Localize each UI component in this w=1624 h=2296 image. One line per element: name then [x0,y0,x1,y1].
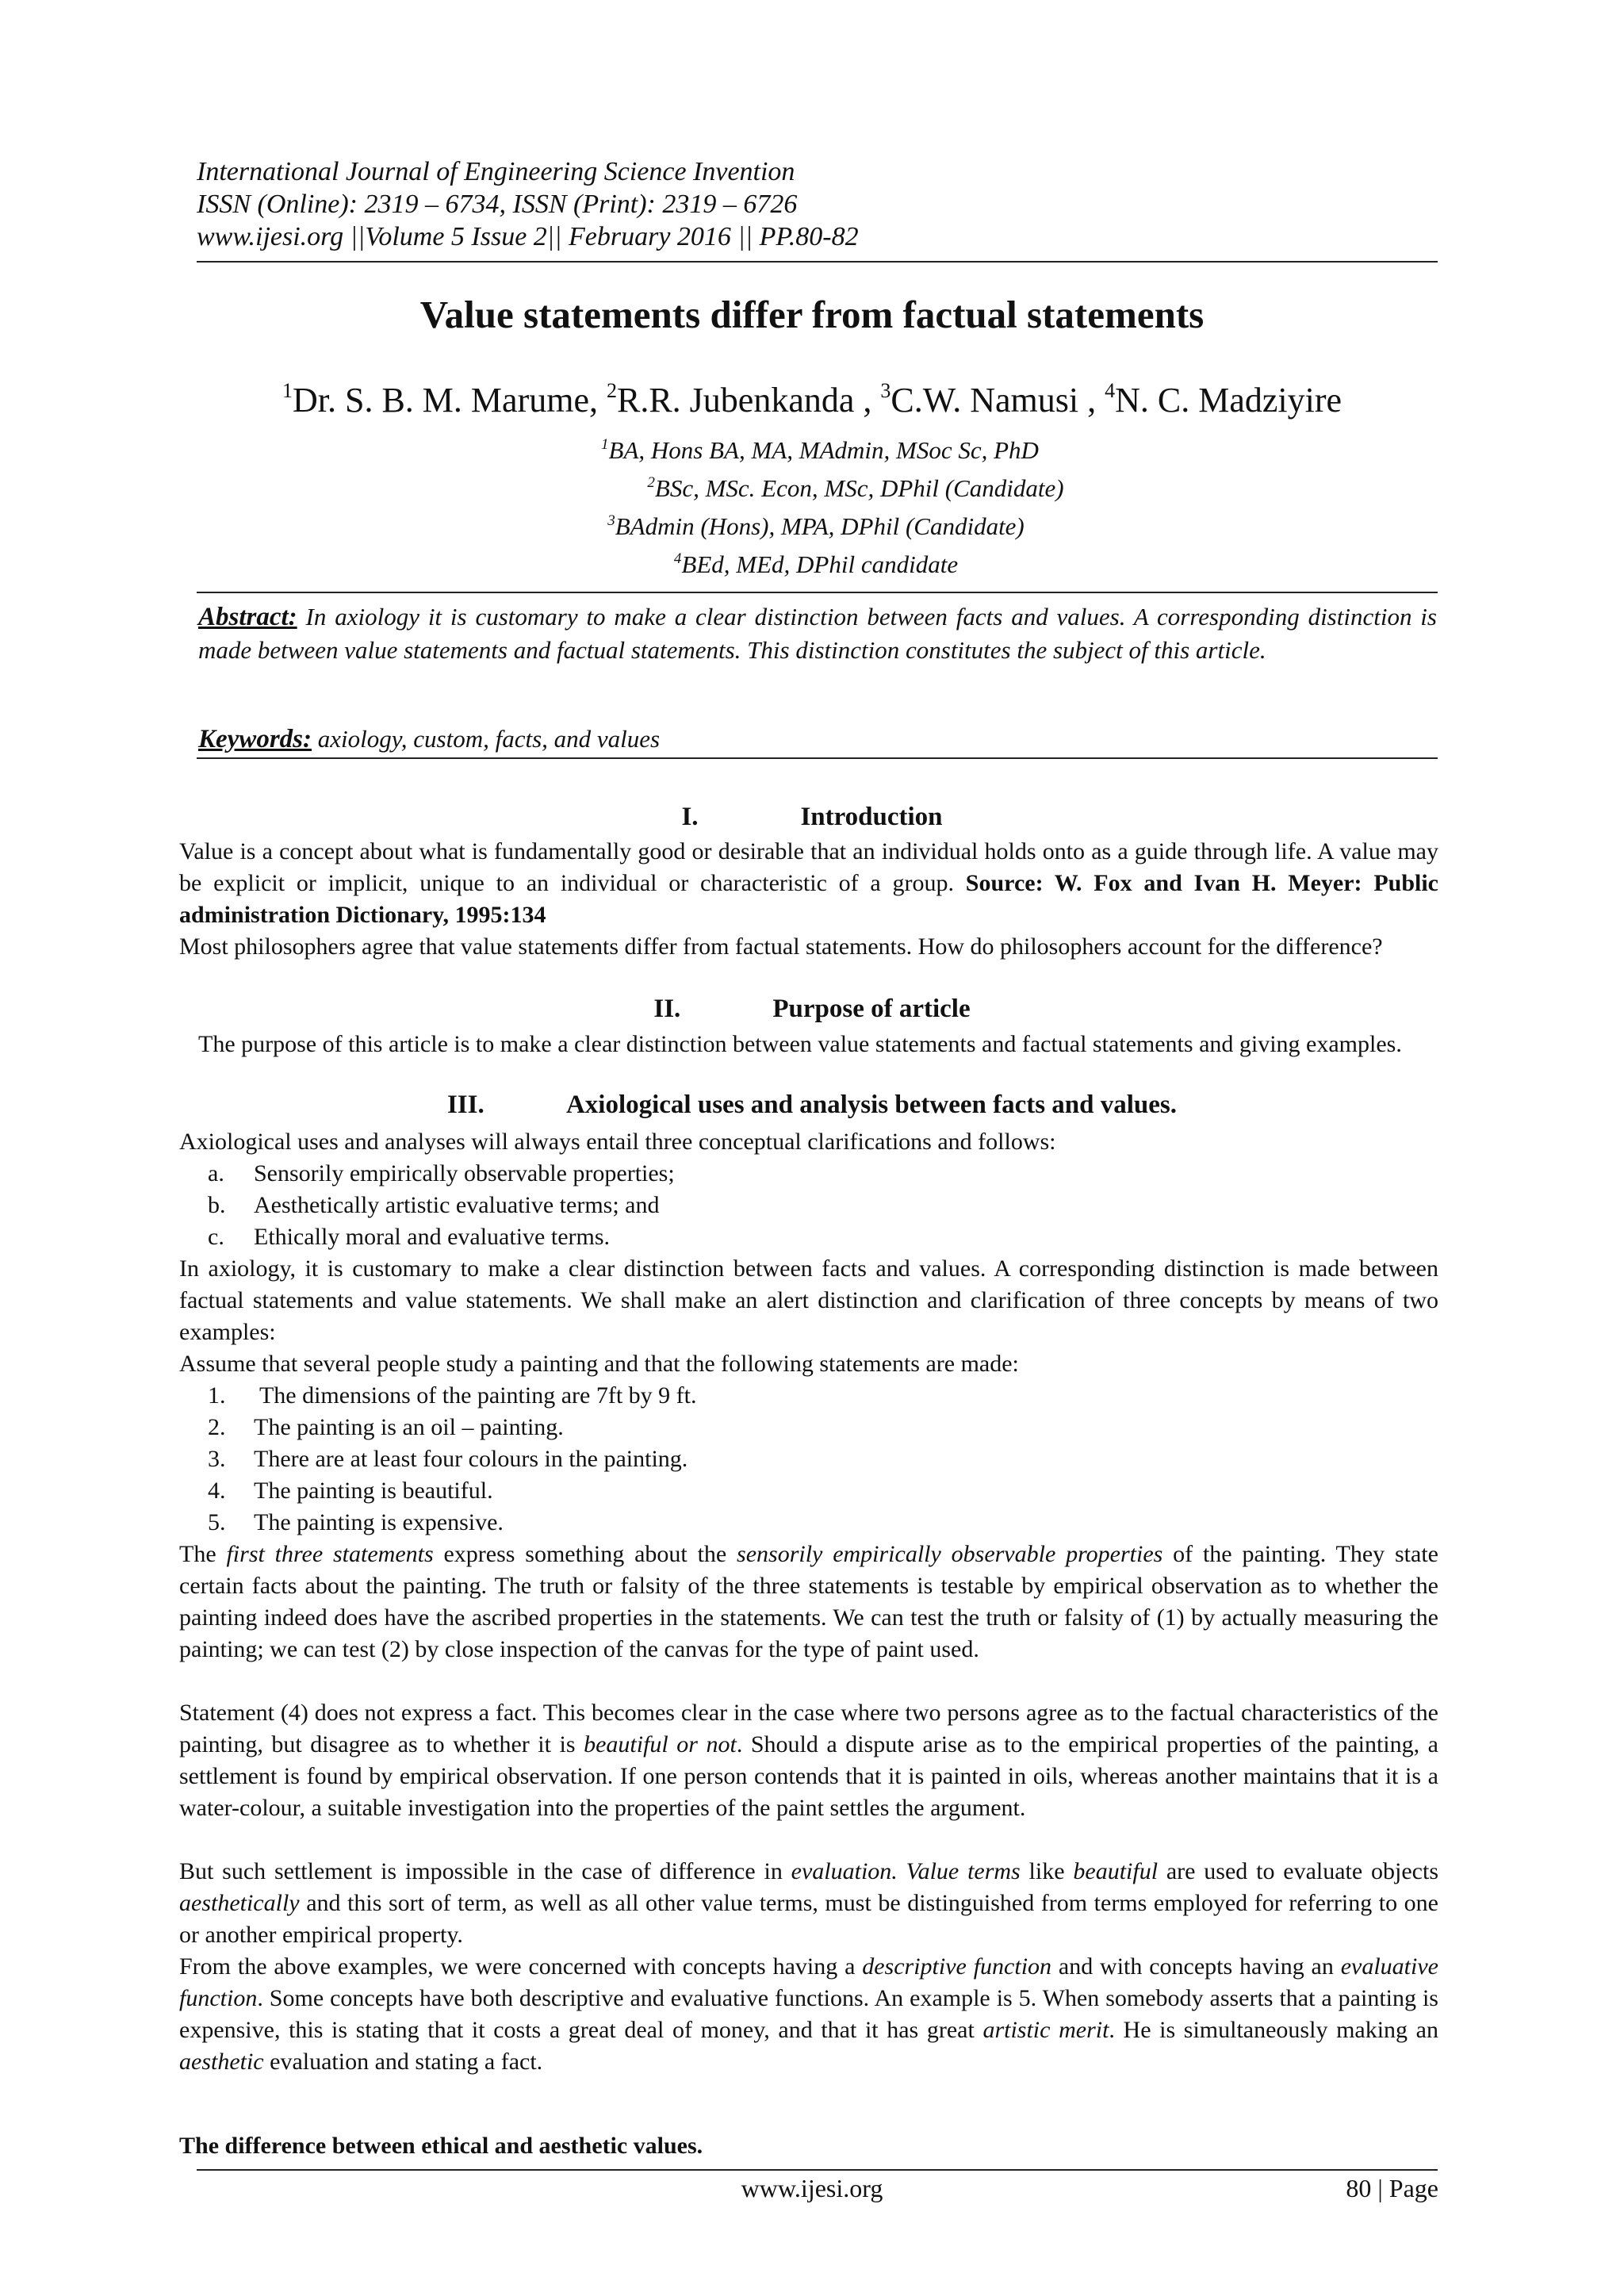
text-run: evaluation and stating a fact. [263,2049,543,2075]
footer-divider [197,2169,1438,2171]
abstract-label: Abstract: [198,603,297,631]
header-divider [197,261,1438,263]
author-list [0,379,1624,420]
italic-run: evaluation. Value terms [791,1858,1021,1884]
list-text: The painting is an oil – painting. [254,1414,564,1440]
author-marker: 1 [282,379,293,402]
text-run: From the above examples, we were concerned with concepts having a [179,1953,863,1980]
qualification-line [0,542,1624,581]
qualification-line [0,428,1624,466]
italic-run: sensorily empirically observable properties [737,1541,1163,1567]
paragraph [179,1539,1438,1665]
text-run: are used to evaluate objects [1158,1858,1438,1884]
journal-volume: www.ijesi.org ||Volume 5 Issue 2|| February 2016 || PP.80-82 [197,222,859,251]
paragraph: The purpose of this article is to make a clear distinction between value statements and factual statements and giving examples. [198,1031,1402,1057]
author-name: Dr. S. B. M. Marume, [292,381,607,420]
list-item [198,1380,1388,1412]
qualification-text: BAdmin (Hons), MPA, DPhil (Candidate) [615,512,1025,540]
journal-header [197,155,1438,253]
list-item [198,1412,1388,1443]
paragraph-text: Value is a concept about what is fundamentally good or desirable that an individual holds onto as a guide through life. A value may be explicit or implicit, unique to an individual or characteristic of a group. [179,838,1438,896]
list-text: The painting is expensive. [254,1509,504,1535]
list-marker: 5. [208,1509,226,1535]
paragraph [179,836,1438,931]
text-run: of the painting. They state certain facts about the painting. The truth or falsity of the three statements is testable by empirical observation as to whether the painting indeed does have the ascribed properties in the statements. We can test the truth or falsity of (1) by actually measuring the painting; we can test (2) by close inspection of the canvas for the type of paint used. [179,1541,1438,1662]
author-name: C.W. Namusi , [891,381,1105,420]
list-item [198,1190,1388,1221]
list-text: Sensorily empirically observable properties; [254,1160,675,1186]
author-marker: 2 [606,379,617,402]
qualification-text: BEd, MEd, DPhil candidate [681,550,959,578]
italic-run: aesthetic [179,2049,264,2075]
abstract-text: In axiology it is customary to make a clear distinction between facts and values. A corresponding distinction is made between value statements and factual statements. This distinction constitutes the subject of this article. [198,603,1437,664]
article-title: Value statements differ from factual statements [419,293,1205,336]
qualification-marker: 3 [607,512,615,529]
qualification-text: BA, Hons BA, MA, MAdmin, MSoc Sc, PhD [608,436,1039,464]
abstract [198,600,1437,666]
text-run: express something about the [433,1541,737,1567]
qualification-line [0,504,1624,542]
text-run: . He is simultaneously making an [1109,2017,1438,2043]
concept-list [198,1158,1388,1253]
list-item [198,1475,1388,1507]
italic-run: artistic merit [982,2017,1109,2043]
list-item [198,1443,1388,1475]
author-name: R.R. Jubenkanda , [616,381,881,420]
italic-run: descriptive function [862,1953,1052,1980]
paragraph: Most philosophers agree that value statements differ from factual statements. How do philosophers account for the difference? [179,933,1383,960]
author-marker: 4 [1105,379,1116,402]
author-marker: 3 [880,379,891,402]
list-text: There are at least four colours in the painting. [254,1446,688,1472]
section-title: Introduction [800,803,943,831]
journal-name: International Journal of Engineering Science Invention [197,157,795,186]
paragraph: Assume that several people study a painting and that the following statements are made: [179,1351,1019,1377]
italic-run: first three statements [226,1541,434,1567]
italic-run: evaluative function [179,1953,1438,2011]
list-marker: 1. [208,1382,226,1409]
statement-list [198,1380,1388,1539]
paragraph [179,1697,1438,1824]
keywords-label: Keywords: [198,725,312,753]
source-citation: Source: W. Fox and Ivan H. Meyer: Public administration Dictionary, 1995:134 [179,870,1438,928]
page-number: 80 | Page [1346,2174,1438,2202]
section-number: I. [681,803,699,831]
list-text: Aesthetically artistic evaluative terms; and [254,1192,660,1218]
qualification-marker: 1 [601,436,609,453]
text-run: . Some concepts have both descriptive and evaluative functions. An example is 5. When somebody asserts that a painting is expensive, this is stating that it costs a great deal of money, and that it has great [179,1985,1438,2043]
italic-run: beautiful or not [584,1731,737,1757]
text-run: . Should a dispute arise as to the empirical properties of the painting, a settlement is found by empirical observation. If one person contends that it is painted in oils, whereas another maintains that it is a water-colour, a suitable investigation into the properties of the paint settles the argument. [179,1731,1438,1821]
section-title: Axiological uses and analysis between facts and values. [565,1091,1178,1119]
paragraph [179,1951,1438,2078]
list-text: The dimensions of the painting are 7ft by 9 ft. [254,1382,697,1409]
text-run: The [179,1541,227,1567]
section-heading-axiology [0,1091,1624,1120]
keywords [198,723,1437,755]
paragraph: Axiological uses and analyses will always entail three conceptual clarifications and follows: [179,1129,1056,1155]
section-number: II. [653,995,681,1023]
footer-website: www.ijesi.org [741,2174,883,2202]
list-text: The painting is beautiful. [254,1478,493,1504]
keywords-text: axiology, custom, facts, and values [312,725,661,753]
list-text: Ethically moral and evaluative terms. [254,1224,611,1250]
paragraph [179,1856,1438,1951]
subsection-heading: The difference between ethical and aesthetic values. [179,2133,703,2159]
section-number: III. [446,1091,485,1119]
section-title: Purpose of article [772,995,971,1023]
author-qualifications [0,428,1624,581]
italic-run: aesthetically [179,1890,300,1916]
list-item [198,1158,1388,1190]
list-marker: a. [208,1160,224,1186]
list-item [198,1221,1388,1253]
list-marker: 4. [208,1478,226,1504]
qualification-marker: 2 [647,474,655,491]
section-heading-introduction [0,803,1624,832]
italic-run: beautiful [1073,1858,1159,1884]
abstract-top-divider [197,592,1438,593]
text-run: Statement (4) does not express a fact. This becomes clear in the case where two persons agree as to the factual characteristics of the painting, but disagree as to whether it is [179,1700,1438,1757]
section-heading-purpose [0,995,1624,1024]
text-run: But such settlement is impossible in the case of difference in [179,1858,791,1884]
list-marker: b. [208,1192,226,1218]
list-marker: c. [208,1224,224,1250]
author-name: N. C. Madziyire [1115,381,1342,420]
text-run: and this sort of term, as well as all other value terms, must be distinguished from terms employed for referring to one or another empirical property. [179,1890,1438,1948]
list-marker: 3. [208,1446,226,1472]
qualification-text: BSc, MSc. Econ, MSc, DPhil (Candidate) [654,474,1064,502]
text-run: like [1020,1858,1074,1884]
qualification-line [0,466,1624,504]
list-item [198,1507,1388,1539]
list-marker: 2. [208,1414,226,1440]
abstract-bottom-divider [197,757,1438,759]
paragraph: In axiology, it is customary to make a clear distinction between facts and values. A corresponding distinction is made between factual statements and value statements. We shall make an alert distinction and clarification of three concepts by means of two examples: [179,1255,1438,1345]
journal-issn: ISSN (Online): 2319 – 6734, ISSN (Print): 2319 – 6726 [197,190,798,219]
text-run: and with concepts having an [1051,1953,1341,1980]
qualification-marker: 4 [673,550,682,567]
